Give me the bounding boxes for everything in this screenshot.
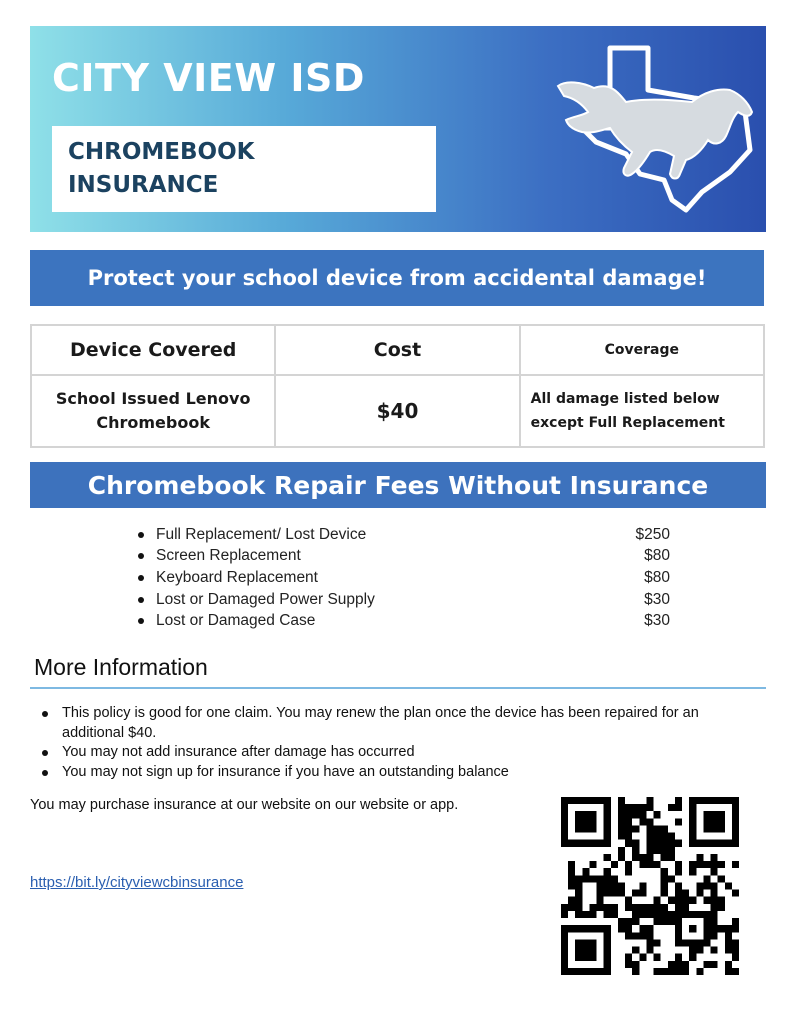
table-header-row xyxy=(31,325,764,375)
header-banner xyxy=(30,26,766,232)
section-divider xyxy=(30,687,766,689)
list-item: This policy is good for one claim. You may renew the plan once the device has been repaired for an additional $40. xyxy=(42,704,760,743)
insurance-link[interactable]: https://bit.ly/cityviewcbinsurance xyxy=(30,874,244,891)
repair-fees-heading: Chromebook Repair Fees Without Insurance xyxy=(30,462,766,508)
list-item: You may not add insurance after damage has occurred xyxy=(42,743,760,763)
bullet-icon xyxy=(138,553,144,559)
list-item xyxy=(132,610,692,632)
bullet-icon xyxy=(138,532,144,538)
list-item xyxy=(132,524,692,546)
fee-price: $80 xyxy=(644,547,670,565)
table-row xyxy=(31,375,764,447)
qr-code-icon[interactable] xyxy=(561,797,739,975)
header-cost: Cost xyxy=(275,325,519,375)
list-item xyxy=(132,589,692,611)
coverage-line-1: All damage listed below xyxy=(530,391,720,407)
list-item xyxy=(132,546,692,568)
district-name: CITY VIEW ISD xyxy=(52,56,365,100)
texas-mustang-logo-icon xyxy=(552,42,758,218)
fee-price: $80 xyxy=(644,568,670,586)
bullet-icon xyxy=(138,618,144,624)
more-information-list xyxy=(42,704,760,782)
list-item: You may not sign up for insurance if you have an outstanding balance xyxy=(42,763,760,783)
purchase-text: You may purchase insurance at our website on our website or app. xyxy=(30,797,459,813)
fee-price: $30 xyxy=(644,590,670,608)
fee-label: Lost or Damaged Case xyxy=(156,612,316,630)
header-device: Device Covered xyxy=(31,325,275,375)
coverage-line-2: except Full Replacement xyxy=(530,415,725,431)
fee-label: Keyboard Replacement xyxy=(156,568,318,586)
fee-label: Full Replacement/ Lost Device xyxy=(156,525,367,543)
coverage-table xyxy=(30,324,765,448)
device-line-2: Chromebook xyxy=(96,413,210,432)
fee-label: Screen Replacement xyxy=(156,547,301,565)
bullet-icon xyxy=(138,575,144,581)
more-information-title: More Information xyxy=(34,654,208,680)
tagline-banner: Protect your school device from accidental damage! xyxy=(30,250,764,306)
device-cell xyxy=(31,375,275,447)
title-box xyxy=(52,126,436,212)
fee-label: Lost or Damaged Power Supply xyxy=(156,590,375,608)
bullet-icon xyxy=(138,597,144,603)
coverage-cell xyxy=(520,375,764,447)
header-coverage: Coverage xyxy=(520,325,764,375)
title-line-2: INSURANCE xyxy=(68,172,219,198)
repair-fees-list xyxy=(132,524,692,632)
list-item xyxy=(132,567,692,589)
title-line-1: CHROMEBOOK xyxy=(68,139,255,165)
device-line-1: School Issued Lenovo xyxy=(55,389,251,408)
cost-cell: $40 xyxy=(275,375,519,447)
fee-price: $30 xyxy=(644,612,670,630)
fee-price: $250 xyxy=(635,525,670,543)
